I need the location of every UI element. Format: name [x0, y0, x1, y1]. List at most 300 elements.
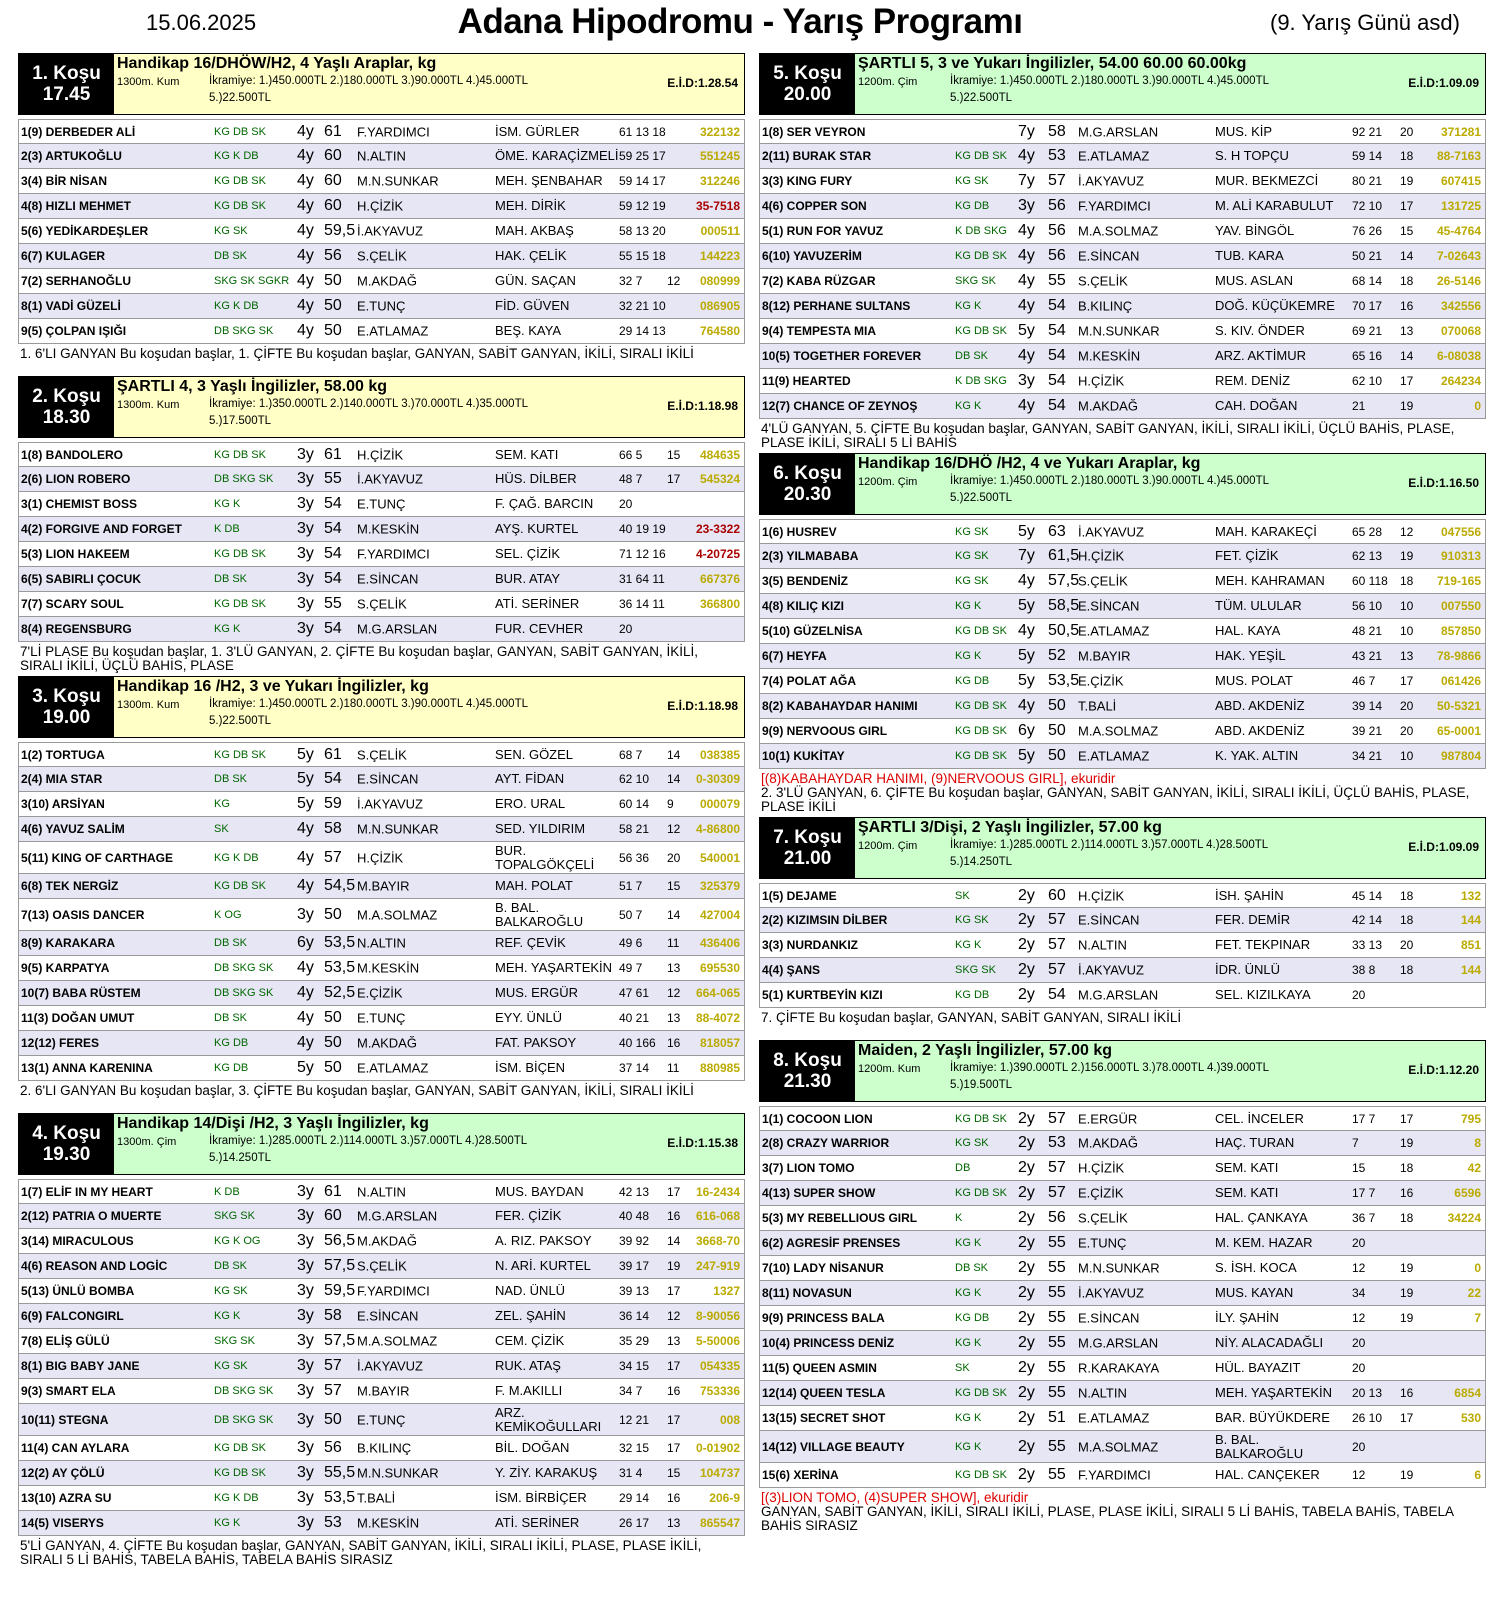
horse-number-name: 14(5) VISERYS	[21, 1516, 104, 1530]
index: 6854	[1454, 1386, 1481, 1400]
weight: 55,5	[324, 1464, 356, 1481]
index: 851	[1460, 938, 1481, 952]
horse-number-name: 12(14) QUEEN TESLA	[762, 1386, 886, 1400]
form: 65 16	[1352, 349, 1383, 363]
weight: 54	[1048, 986, 1066, 1003]
index: 008	[719, 1412, 740, 1427]
trainer: ÖME. KARAÇİZMELİ	[495, 148, 619, 163]
trainer: MUR. BEKMEZCİ	[1215, 173, 1319, 188]
form: 58 13 20	[619, 224, 666, 238]
table-row	[759, 169, 1486, 194]
trainer: Y. ZİY. KARAKUŞ	[495, 1465, 598, 1480]
trainer: MUS. KİP	[1215, 123, 1273, 139]
horse-age: 3y	[1018, 197, 1035, 214]
horse-number-name: 8(1) VADİ GÜZELİ	[21, 299, 121, 313]
form: 50 7	[619, 907, 643, 922]
horse-number-name: 10(11) STEGNA	[21, 1412, 109, 1427]
form-rating: 10	[1400, 599, 1414, 613]
weight: 53,5	[1048, 672, 1080, 689]
horse-number-name: 13(1) ANNA KARENINA	[21, 1061, 153, 1075]
weight: 57	[324, 848, 342, 866]
form: 29 14 13	[619, 324, 666, 338]
weight: 53	[324, 1514, 342, 1531]
form: 60 14	[619, 797, 650, 811]
trainer: İDR. ÜNLÜ	[1215, 962, 1281, 977]
race-title: Handikap 16/DHÖW/H2, 4 Yaşlı Araplar, kg	[117, 55, 437, 72]
horse-number-name: 6(10) YAVUZERİM	[762, 249, 862, 263]
form-rating: 12	[1400, 524, 1414, 539]
jockey: M.N.SUNKAR	[357, 821, 439, 837]
weight: 50	[324, 272, 342, 289]
equipment: KG SK	[955, 525, 989, 538]
horse-number-name: 3(7) LION TOMO	[762, 1161, 855, 1175]
jockey: E.SİNCAN	[357, 571, 419, 587]
table-row	[18, 874, 745, 899]
weight: 60	[1048, 886, 1066, 904]
table-row	[18, 542, 745, 567]
weight: 54	[324, 570, 342, 587]
index: 764580	[699, 324, 740, 338]
form: 40 19 19	[619, 522, 666, 536]
form-rating: 12	[667, 986, 681, 1000]
race-time: 21.30	[783, 1071, 832, 1092]
jockey: E.TUNÇ	[357, 496, 406, 512]
trainer: CEM. ÇİZİK	[495, 1333, 565, 1348]
horse-age: 2y	[1018, 911, 1035, 928]
equipment: K DB SKG	[955, 225, 1007, 237]
jockey: M.BAYIR	[357, 1383, 410, 1399]
weight: 53	[1048, 147, 1066, 164]
form: 62 10	[1352, 374, 1383, 388]
weight: 58	[1048, 122, 1066, 140]
index: 880985	[699, 1061, 740, 1075]
horse-number-name: 7(7) SCARY SOUL	[21, 597, 124, 611]
jockey: M.G.ARSLAN	[357, 621, 438, 637]
equipment: KG K	[214, 1310, 241, 1322]
index: 88-7163	[1436, 149, 1481, 163]
weight: 55	[324, 595, 342, 612]
horse-number-name: 1(9) DERBEDER ALİ	[21, 124, 136, 139]
form: 34 7	[619, 1384, 643, 1398]
trainer: MEH. YAŞARTEKİN	[1215, 1385, 1333, 1400]
form-rating: 19	[1400, 399, 1414, 413]
horse-age: 2y	[1018, 1234, 1035, 1251]
race-record: E.İ.D:1.28.54	[667, 76, 738, 90]
form: 49 6	[619, 936, 643, 950]
weight: 54	[324, 545, 342, 562]
equipment: SKG SK	[214, 1335, 255, 1347]
weight: 60	[324, 172, 342, 189]
form: 71 12 16	[619, 547, 666, 561]
table-row	[759, 958, 1486, 983]
weight: 57,5	[1048, 572, 1080, 589]
horse-age: 3y	[297, 905, 314, 923]
equipment: K DB	[214, 523, 240, 535]
race-note	[759, 769, 1486, 817]
jockey: H.ÇİZİK	[357, 198, 404, 214]
form-rating: 17	[667, 1184, 681, 1199]
form: 36 14	[619, 1309, 650, 1323]
trainer: MUS. BAYDAN	[495, 1183, 584, 1199]
trainer: NİY. ALACADAĞLI	[1215, 1335, 1324, 1350]
horse-age: 4y	[297, 820, 314, 837]
table-row	[18, 767, 745, 792]
weight: 54	[1048, 372, 1066, 389]
horse-number-name: 4(6) COPPER SON	[762, 199, 867, 213]
horse-number-name: 2(11) BURAK STAR	[762, 149, 872, 163]
horse-age: 4y	[1018, 297, 1035, 314]
jockey: E.SİNCAN	[1078, 912, 1140, 928]
jockey: M.KESKİN	[357, 521, 420, 537]
ekuri-note: [(8)KABAHAYDAR HANIMI, (9)NERVOOUS GIRL], ekuridir	[761, 771, 1116, 786]
form: 20	[1352, 1336, 1366, 1350]
table-row	[18, 269, 745, 294]
jockey: F.YARDIMCI	[1078, 1467, 1151, 1483]
form: 66 5	[619, 447, 643, 462]
horse-age: 5y	[1018, 672, 1035, 689]
table-row	[759, 1331, 1486, 1356]
jockey: E.TUNÇ	[357, 1010, 406, 1026]
weight: 55	[1048, 1334, 1066, 1351]
form-rating: 14	[1400, 249, 1414, 263]
trainer: MEH. ŞENBAHAR	[495, 173, 603, 188]
form-rating: 20	[1400, 699, 1414, 713]
equipment: KG K DB	[214, 851, 259, 864]
weight: 57	[1048, 1159, 1066, 1176]
table-row	[759, 1431, 1486, 1463]
weight: 55	[1048, 1466, 1066, 1483]
form-rating: 13	[1400, 324, 1414, 338]
index: 054335	[699, 1359, 740, 1373]
form: 32 15	[619, 1441, 650, 1455]
form-rating: 12	[667, 274, 681, 288]
equipment: SKG SK	[955, 275, 996, 287]
horse-number-name: 10(7) BABA RÜSTEM	[21, 986, 141, 1000]
equipment: KG K DB	[214, 300, 259, 312]
horse-number-name: 4(8) KILIÇ KIZI	[762, 599, 845, 613]
weight: 57	[1048, 172, 1066, 189]
index: 0-30309	[695, 772, 740, 786]
horse-age: 3y	[297, 1232, 314, 1249]
race-prize: İkramiye: 1.)285.000TL 2.)114.000TL 3.)57.000TL 4.)28.500TL	[209, 1135, 528, 1147]
form-rating: 17	[1400, 1411, 1414, 1425]
table-row	[18, 1279, 745, 1304]
equipment: KG DB SK	[214, 200, 266, 212]
weight: 54	[324, 620, 342, 637]
jockey: E.TUNÇ	[1078, 1235, 1127, 1251]
race-time: 21.00	[783, 848, 832, 869]
trainer: MEH. DİRİK	[495, 198, 566, 213]
equipment: KG DB	[955, 200, 990, 212]
form: 39 14	[1352, 699, 1383, 713]
form: 59 14	[1352, 149, 1383, 163]
weight: 54	[1048, 397, 1066, 414]
form-rating: 18	[1400, 1161, 1414, 1175]
index: 6	[1474, 1468, 1481, 1482]
weight: 59,5	[324, 1282, 356, 1299]
horse-number-name: 8(11) NOVASUN	[762, 1286, 852, 1300]
equipment: DB SKG SK	[214, 1413, 274, 1426]
jockey: S.ÇELİK	[357, 596, 407, 612]
weight: 58	[324, 1307, 342, 1324]
jockey: N.ALTIN	[357, 935, 406, 951]
horse-age: 4y	[297, 1034, 314, 1051]
weight: 51	[1048, 1409, 1066, 1426]
table-row	[759, 369, 1486, 394]
race-distance: 1200m. Çim	[858, 840, 918, 852]
jockey: S.ÇELİK	[357, 1258, 407, 1274]
index: 753336	[699, 1384, 740, 1398]
table-row	[759, 544, 1486, 569]
jockey: M.G.ARSLAN	[1078, 987, 1159, 1003]
horse-age: 2y	[1018, 1259, 1035, 1276]
form-rating: 15	[667, 879, 681, 893]
trainer: ABD. AKDENİZ	[1215, 698, 1305, 713]
race-header	[18, 676, 745, 738]
horse-number-name: 9(9) PRINCESS BALA	[762, 1311, 885, 1325]
horse-age: 2y	[1018, 1109, 1035, 1127]
trainer: S. H TOPÇU	[1215, 148, 1289, 163]
horse-age: 3y	[297, 1257, 314, 1274]
horse-age: 2y	[1018, 1309, 1035, 1326]
trainer: HAÇ. TURAN	[1215, 1135, 1295, 1150]
table-row	[18, 592, 745, 617]
weight: 55	[1048, 1284, 1066, 1301]
equipment: K OG	[214, 908, 242, 921]
index: 206-9	[709, 1491, 740, 1505]
index: 312246	[699, 174, 740, 188]
form: 51 7	[619, 879, 643, 893]
form: 59 14 17	[619, 174, 666, 188]
trainer: B. BAL. BALKAROĞLU	[495, 899, 584, 929]
equipment: KG DB SK	[955, 250, 1007, 262]
weight: 61	[324, 1182, 342, 1200]
horse-age: 5y	[297, 770, 314, 787]
race-number: 7. Koşu	[773, 827, 842, 848]
equipment: KG K OG	[214, 1235, 261, 1247]
race-prize-5: 5.)17.500TL	[209, 415, 272, 427]
weight: 50	[324, 905, 342, 923]
form-rating: 19	[1400, 1468, 1414, 1482]
table-row	[18, 442, 745, 467]
weight: 54	[324, 495, 342, 512]
race-header	[759, 817, 1486, 879]
trainer: ERO. URAL	[495, 796, 566, 811]
index: 50-5321	[1436, 699, 1481, 713]
table-row	[18, 617, 745, 642]
index: 104737	[699, 1466, 740, 1480]
equipment: KG K	[955, 650, 982, 662]
trainer: HAK. YEŞİL	[1215, 648, 1286, 663]
trainer: TÜM. ULULAR	[1215, 598, 1302, 613]
horse-number-name: 11(9) HEARTED	[762, 374, 851, 388]
table-row	[759, 644, 1486, 669]
equipment: KG K	[214, 623, 241, 635]
form-rating: 17	[667, 1412, 681, 1427]
form: 50 21	[1352, 249, 1383, 263]
jockey: N.ALTIN	[1078, 1385, 1127, 1401]
form: 46 7	[1352, 674, 1376, 688]
equipment: DB SKG SK	[214, 987, 274, 999]
index: 795	[1460, 1111, 1481, 1126]
horse-age: 5y	[1018, 322, 1035, 339]
horse-age: 5y	[297, 795, 314, 812]
weight: 59	[324, 795, 342, 812]
form: 40 166	[619, 1036, 656, 1050]
jockey: E.ATLAMAZ	[357, 323, 429, 339]
weight: 61	[324, 122, 342, 140]
form: 39 21	[1352, 724, 1383, 738]
form-rating: 13	[667, 1516, 681, 1530]
form-rating: 9	[667, 797, 674, 811]
index: 342556	[1440, 299, 1481, 313]
equipment: K DB	[214, 1185, 240, 1198]
jockey: İ.AKYAVUZ	[1078, 962, 1144, 978]
trainer: EYY. ÜNLÜ	[495, 1010, 562, 1025]
index: 616-068	[695, 1209, 740, 1223]
table-row	[18, 294, 745, 319]
index: 436406	[699, 936, 740, 950]
form: 34 21	[1352, 749, 1383, 763]
equipment: KG DB SK	[214, 448, 266, 461]
form: 60 118	[1352, 574, 1388, 588]
index: 7-02643	[1436, 249, 1481, 263]
index: 34224	[1447, 1211, 1481, 1225]
jockey: E.SİNCAN	[357, 771, 419, 787]
trainer: BUR. ATAY	[495, 571, 561, 586]
race-info	[114, 677, 744, 737]
trainer: N. ARİ. KURTEL	[495, 1258, 591, 1273]
equipment: KG K	[955, 400, 982, 412]
equipment: SK	[214, 823, 229, 835]
horse-number-name: 3(1) CHEMIST BOSS	[21, 497, 138, 511]
form: 68 14	[1352, 274, 1383, 288]
table-row	[18, 1179, 745, 1204]
equipment: DB SK	[214, 773, 248, 785]
table-row	[18, 981, 745, 1006]
trainer: ARZ. KEMİKOĞULLARI	[495, 1404, 602, 1434]
table-row	[759, 983, 1486, 1008]
horse-age: 4y	[297, 848, 314, 866]
index: 35-7518	[695, 199, 740, 213]
jockey: İ.AKYAVUZ	[1078, 524, 1144, 539]
index: 247-919	[695, 1259, 740, 1273]
index: 047556	[1440, 524, 1481, 539]
horse-number-name: 9(4) TEMPESTA MIA	[762, 324, 877, 338]
equipment: KG DB SK	[955, 325, 1007, 337]
race-block	[759, 453, 1486, 817]
form-rating: 17	[667, 1284, 681, 1298]
trainer: ATİ. SERİNER	[495, 596, 580, 611]
race-info	[114, 377, 744, 437]
horse-number-name: 3(3) KING FURY	[762, 174, 853, 188]
index: 000511	[700, 224, 740, 238]
jockey: M.G.ARSLAN	[1078, 124, 1159, 139]
table-row	[18, 467, 745, 492]
horse-number-name: 6(5) SABIRLI ÇOCUK	[21, 572, 142, 586]
form: 20 13	[1352, 1386, 1383, 1400]
race-number: 4. Koşu	[32, 1123, 101, 1144]
weight: 55	[324, 470, 342, 487]
jockey: H.ÇİZİK	[1078, 548, 1125, 564]
table-row	[18, 1354, 745, 1379]
jockey: M.AKDAĞ	[357, 273, 417, 289]
equipment: KG K	[955, 1440, 982, 1453]
horse-number-name: 1(1) COCOON LION	[762, 1111, 873, 1126]
bet-types: GANYAN, SABİT GANYAN, İKİLİ, SIRALI İKİLİ, PLASE, PLASE İKİLİ, SIRALI 5 Lİ BAHİS, TABELA BAHİS, TABELA BAHİS SIRASIZ	[761, 1504, 1454, 1533]
jockey: E.SİNCAN	[357, 1308, 419, 1324]
horse-age: 6y	[297, 934, 314, 951]
form: 68 7	[619, 747, 643, 762]
form: 56 36	[619, 850, 650, 865]
trainer: MUS. ERGÜR	[495, 985, 579, 1000]
trainer: İLY. ŞAHİN	[1215, 1310, 1279, 1325]
form: 39 92	[619, 1234, 650, 1248]
equipment: KG SK	[955, 550, 989, 562]
table-row	[18, 1056, 745, 1081]
table-row	[759, 594, 1486, 619]
form-rating: 17	[1400, 199, 1414, 213]
horse-age: 3y	[297, 1439, 314, 1456]
trainer: FAT. PAKSOY	[495, 1035, 577, 1050]
jockey: E.SİNCAN	[1078, 598, 1140, 614]
equipment: DB SK	[955, 350, 989, 362]
race-note	[759, 1488, 1486, 1536]
weight: 50,5	[1048, 622, 1080, 639]
index: 371281	[1440, 124, 1481, 139]
weight: 54	[324, 770, 342, 787]
index: 086905	[699, 299, 740, 313]
trainer: FUR. CEVHER	[495, 621, 584, 636]
jockey: E.SİNCAN	[1078, 1310, 1140, 1326]
table-row	[18, 817, 745, 842]
jockey: M.N.SUNKAR	[357, 1465, 439, 1481]
horse-age: 3y	[297, 570, 314, 587]
trainer: GÜN. SAÇAN	[495, 273, 576, 288]
table-row	[18, 1031, 745, 1056]
jockey: M.KESKİN	[357, 960, 420, 976]
form-rating: 20	[1400, 124, 1414, 139]
index: 3668-70	[695, 1234, 740, 1248]
index: 45-4764	[1436, 224, 1481, 238]
weight: 55	[1048, 1259, 1066, 1276]
table-row	[759, 883, 1486, 908]
index: 070068	[1440, 324, 1481, 338]
horse-age: 3y	[297, 1489, 314, 1506]
equipment: KG DB SK	[955, 700, 1007, 712]
horse-age: 2y	[1018, 961, 1035, 978]
race-time: 19.30	[42, 1144, 91, 1165]
horse-number-name: 14(12) VILLAGE BEAUTY	[762, 1439, 905, 1454]
form-rating: 15	[667, 447, 681, 462]
horse-number-name: 6(8) TEK NERGİZ	[21, 879, 119, 893]
trainer: DOĞ. KÜÇÜKEMRE	[1215, 298, 1335, 313]
horse-number-name: 4(6) YAVUZ SALİM	[21, 822, 125, 836]
form: 29 14	[619, 1491, 650, 1505]
horse-number-name: 8(9) KARAKARA	[21, 936, 116, 950]
form: 20	[1352, 1236, 1366, 1250]
race-record: E.İ.D:1.09.09	[1408, 840, 1479, 854]
weight: 50	[324, 297, 342, 314]
horse-age: 3y	[297, 1410, 314, 1428]
horse-age: 4y	[297, 172, 314, 189]
index: 910313	[1440, 549, 1481, 563]
table-row	[759, 269, 1486, 294]
form-rating: 18	[1400, 913, 1414, 927]
form: 47 61	[619, 986, 650, 1000]
table-row	[18, 319, 745, 344]
equipment: KG SK	[214, 1285, 248, 1297]
